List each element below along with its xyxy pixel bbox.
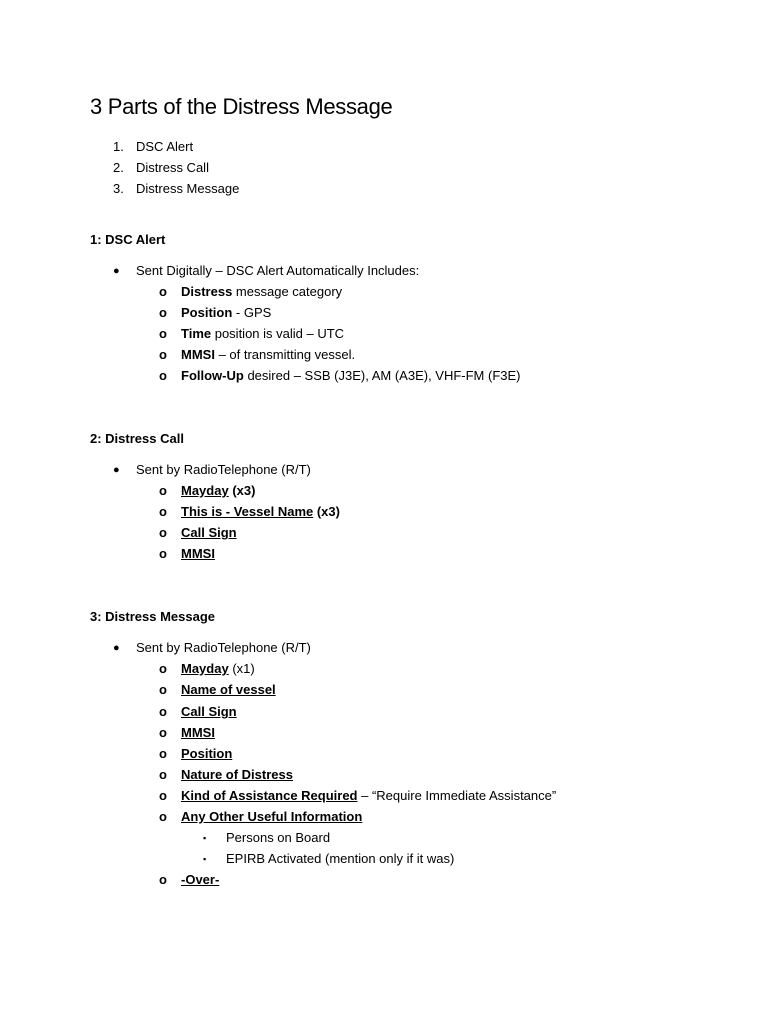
sub-bullet-item: Call Sign	[181, 525, 237, 540]
sub-bullet-marker: o	[159, 725, 167, 740]
bullet-text: Sent by RadioTelephone (R/T)	[136, 462, 311, 477]
section-heading: 1: DSC Alert	[90, 232, 166, 247]
list-number: 1.	[113, 139, 124, 154]
sub-bullet-item: -Over-	[181, 872, 220, 887]
sub-bullet-marker: o	[159, 326, 167, 341]
sub-bullet-marker: o	[159, 809, 167, 824]
sub-sub-item: EPIRB Activated (mention only if it was)	[226, 851, 455, 866]
list-item: Distress Message	[136, 181, 240, 196]
bullet-text: Sent Digitally – DSC Alert Automatically Includes:	[136, 263, 420, 278]
sub-bullet-item: Any Other Useful Information	[181, 809, 363, 824]
bullet-text: Sent by RadioTelephone (R/T)	[136, 640, 311, 655]
sub-bullet-marker: o	[159, 368, 167, 383]
sub-bullet-item: Time position is valid – UTC	[181, 326, 345, 341]
list-number: 2.	[113, 160, 124, 175]
sub-sub-item: Persons on Board	[226, 830, 331, 845]
sub-bullet-marker: o	[159, 525, 167, 540]
sub-bullet-marker: o	[159, 347, 167, 362]
sub-bullet-marker: o	[159, 284, 167, 299]
sub-bullet-item: Mayday (x3)	[181, 483, 256, 498]
sub-bullet-item: Nature of Distress	[181, 767, 293, 782]
sub-bullet-item: Name of vessel	[181, 682, 276, 697]
sub-bullet-marker: o	[159, 305, 167, 320]
sub-bullet-marker: o	[159, 746, 167, 761]
sub-bullet-marker: o	[159, 682, 167, 697]
sub-bullet-item: Mayday (x1)	[181, 661, 255, 676]
section-heading: 2: Distress Call	[90, 431, 184, 446]
sub-bullet-item: MMSI	[181, 725, 215, 740]
sub-bullet-marker: o	[159, 483, 167, 498]
sub-bullet-marker: o	[159, 767, 167, 782]
sub-bullet-item: Call Sign	[181, 704, 237, 719]
list-item: DSC Alert	[136, 139, 194, 154]
sub-bullet-marker: o	[159, 504, 167, 519]
sub-bullet-marker: o	[159, 704, 167, 719]
square-bullet-marker: ▪	[203, 833, 207, 843]
square-bullet-marker: ▪	[203, 854, 207, 864]
sub-bullet-item: MMSI	[181, 546, 215, 561]
sub-bullet-item: Position - GPS	[181, 305, 272, 320]
sub-bullet-item: Position	[181, 746, 233, 761]
sub-bullet-marker: o	[159, 872, 167, 887]
sub-bullet-marker: o	[159, 788, 167, 803]
bullet-marker: ●	[113, 265, 120, 277]
bullet-marker: ●	[113, 464, 120, 476]
bullet-marker: ●	[113, 642, 120, 654]
sub-bullet-item: This is - Vessel Name (x3)	[181, 504, 340, 519]
list-number: 3.	[113, 181, 124, 196]
sub-bullet-marker: o	[159, 661, 167, 676]
sub-bullet-item: MMSI – of transmitting vessel.	[181, 347, 356, 362]
list-item: Distress Call	[136, 160, 209, 175]
sub-bullet-item: Distress message category	[181, 284, 343, 299]
sub-bullet-item: Follow-Up desired – SSB (J3E), AM (A3E), VHF-FM (F3E)	[181, 368, 521, 383]
sub-bullet-item: Kind of Assistance Required – “Require Immediate Assistance”	[181, 788, 557, 803]
sub-bullet-marker: o	[159, 546, 167, 561]
section-heading: 3: Distress Message	[90, 609, 216, 624]
page-title: 3 Parts of the Distress Message	[90, 94, 393, 119]
